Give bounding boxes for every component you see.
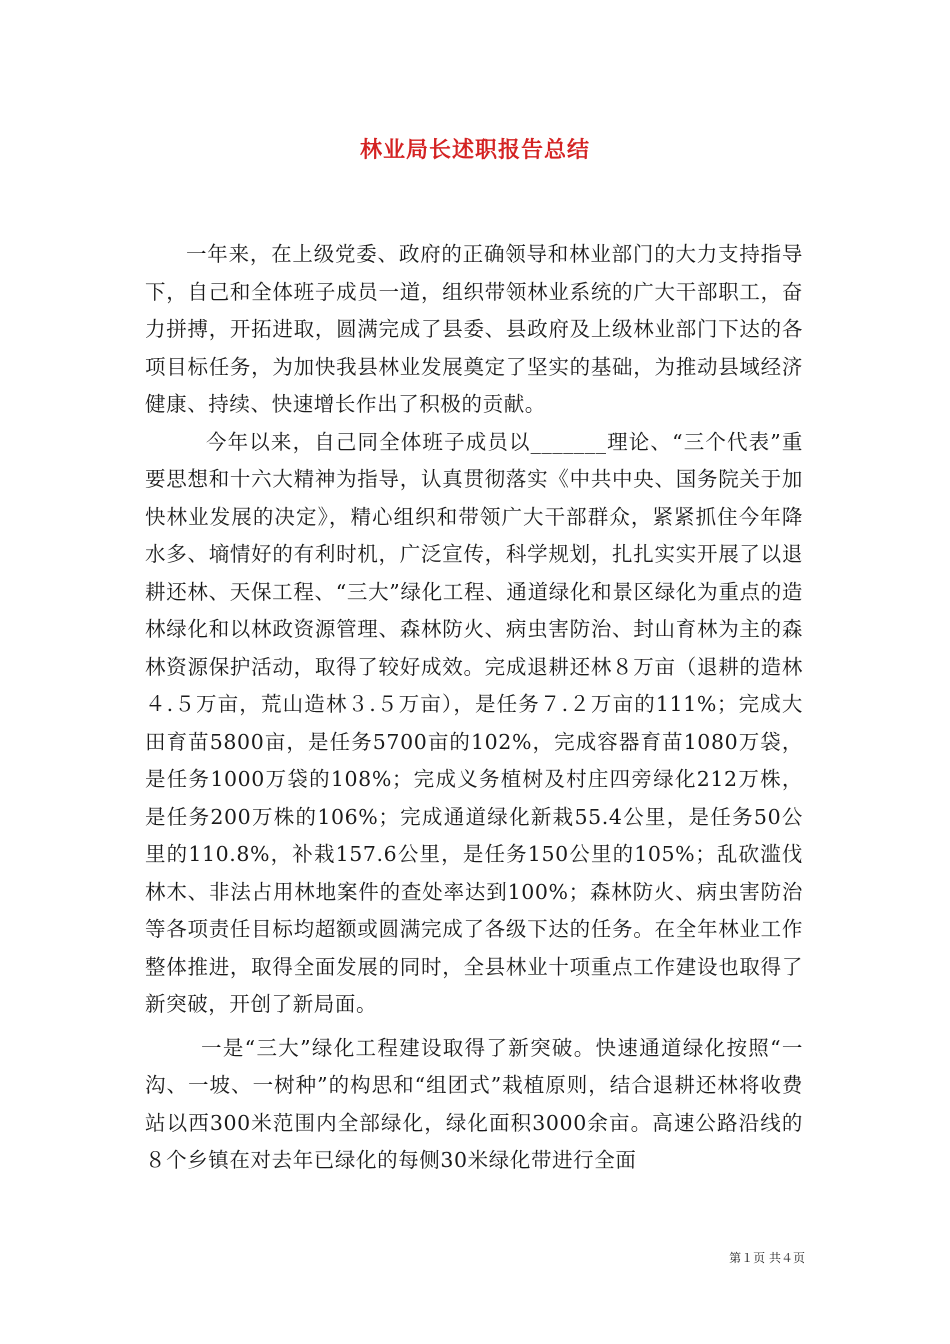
document-body bbox=[145, 236, 803, 1180]
page-title: 林业局长述职报告总结 bbox=[359, 137, 590, 163]
paragraph-intro: 一年来，在上级党委、政府的正确领导和林业部门的大力支持指导下，自己和全体班子成员一道，组织带领林业系统的广大干部职工，奋力拼搏，开拓进取，圆满完成了县委、县政府及上级林业部门下达的各项目标任务，为加快我县林业发展奠定了坚实的基础，为推动县域经济健康、持续、快速增长作出了积极的贡献。 bbox=[145, 242, 803, 416]
paragraph-achievements: 今年以来，自己同全体班子成员以_______理论、“三个代表”重要思想和十六大精神为指导，认真贯彻落实《中共中央、国务院关于加快林业发展的决定》，精心组织和带领广大干部群众，紧紧抓住今年降水多、墒情好的有利时机，广泛宣传，科学规划，扎扎实实开展了以退耕还林、天保工程、“三大”绿化工程、通道绿化和景区绿化为重点的造林绿化和以林政资源管理、森林防火、病虫害防治、封山育林为主的森林资源保护活动，取得了较好成效。完成退耕还林８万亩（退耕的造林４.５万亩，荒山造林３.５万亩），是任务７.２万亩的111%；完成大田育苗5800亩，是任务5700亩的102%，完成容器育苗1080万袋，是任务1000万袋的108%；完成义务植树及村庄四旁绿化212万株，是任务200万株的106%；完成通道绿化新栽55.4公里，是任务50公里的110.8%，补栽157.6公里，是任务150公里的105%；乱砍滥伐林木、非法占用林地案件的查处率达到100%；森林防火、病虫害防治等各项责任目标均超额或圆满完成了各级下达的任务。在全年林业工作整体推进，取得全面发展的同时，全县林业十项重点工作建设也取得了新突破，开创了新局面。 bbox=[145, 429, 803, 1016]
paragraph-greening-project: 一是“三大”绿化工程建设取得了新突破。快速通道绿化按照“一沟、一坡、一树种”的构思和“组团式”栽植原则，结合退耕还林将收费站以西300米范围内全部绿化，绿化面积3000余亩。高速公路沿线的８个乡镇在对去年已绿化的每侧30米绿化带进行全面 bbox=[145, 1035, 803, 1172]
page-number-footer: 第１页 共４页 bbox=[729, 1251, 805, 1265]
